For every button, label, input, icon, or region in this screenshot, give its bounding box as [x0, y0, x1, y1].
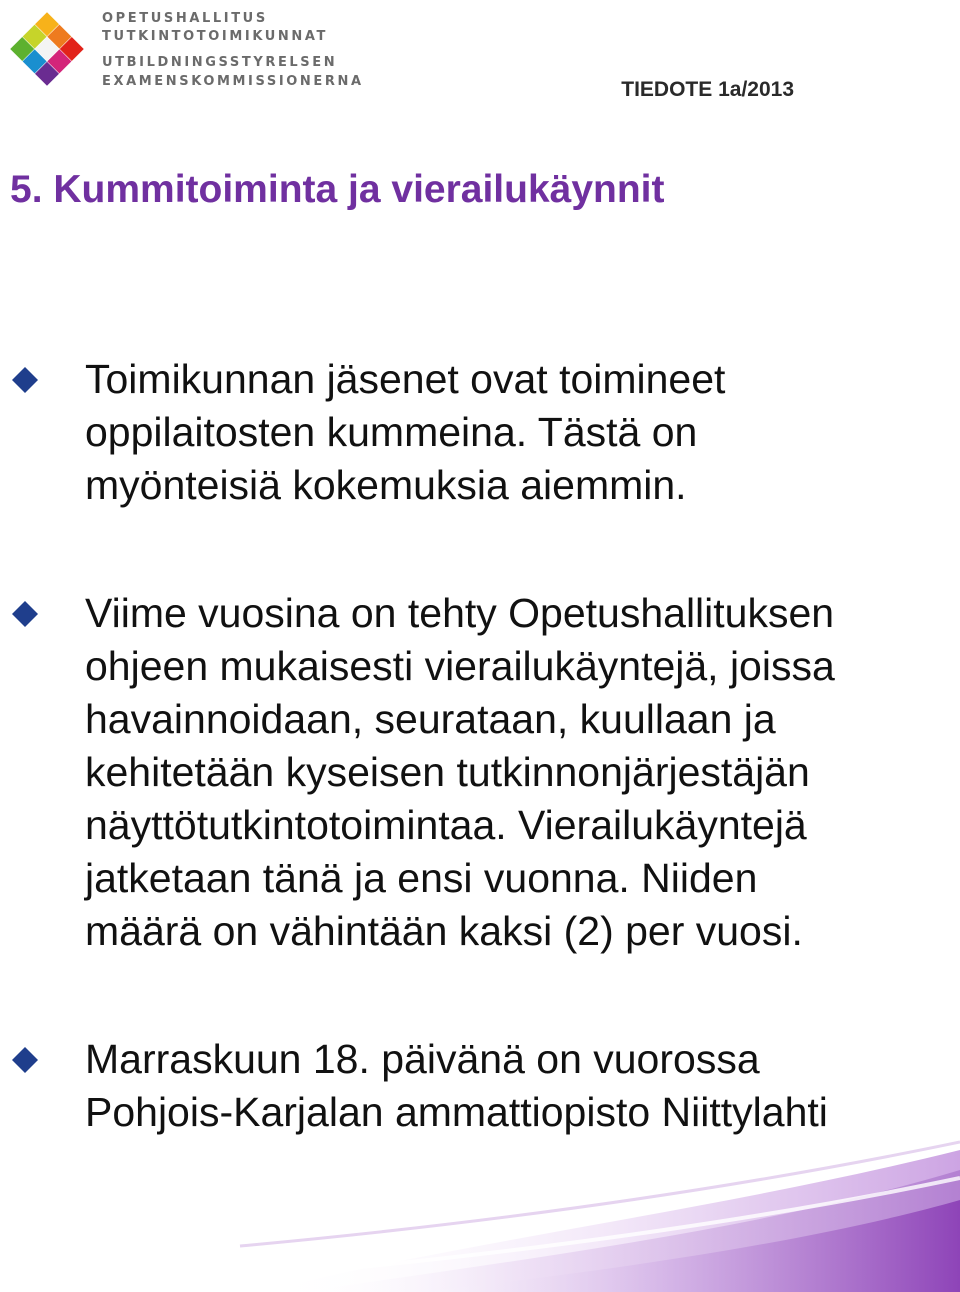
text-line: Marraskuun 18. päivänä on vuorossa	[85, 1036, 760, 1082]
decorative-wave	[0, 1120, 960, 1292]
bullet-text	[85, 587, 945, 958]
slide-title: 5. Kummitoiminta ja vierailukäynnit	[10, 168, 665, 211]
text-line: kehitetään kyseisen tutkinnonjärjestäjän	[85, 749, 810, 795]
org-name-fi-line2: TUTKINTOTOIMIKUNNAT	[102, 29, 329, 44]
bullet-text	[85, 353, 945, 512]
text-line: Toimikunnan jäsenet ovat toimineet	[85, 356, 726, 402]
diamond-bullet-icon	[12, 601, 38, 627]
text-line: jatketaan tänä ja ensi vuonna. Niiden	[85, 855, 758, 901]
bulletin-id: TIEDOTE 1a/2013	[621, 78, 794, 101]
org-name-sv-line2: EXAMENSKOMMISSIONERNA	[102, 74, 364, 89]
text-line: määrä on vähintään kaksi (2) per vuosi.	[85, 908, 803, 954]
multicolor-diamond-logo-icon	[8, 10, 86, 88]
text-line: ohjeen mukaisesti vierailukäyntejä, joissa	[85, 643, 835, 689]
text-line: Pohjois-Karjalan ammattiopisto Niittylahti	[85, 1089, 828, 1135]
diamond-bullet-icon	[12, 367, 38, 393]
org-name-sv-line1: UTBILDNINGSSTYRELSEN	[102, 55, 338, 70]
text-line: Viime vuosina on tehty Opetushallituksen	[85, 590, 835, 636]
text-line: havainnoidaan, seurataan, kuullaan ja	[85, 696, 776, 742]
text-line: myönteisiä kokemuksia aiemmin.	[85, 462, 687, 508]
org-name-fi-line1: OPETUSHALLITUS	[102, 11, 268, 26]
diamond-bullet-icon	[12, 1047, 38, 1073]
text-line: näyttötutkintotoimintaa. Vierailukäyntejä	[85, 802, 807, 848]
text-line: oppilaitosten kummeina. Tästä on	[85, 409, 698, 455]
